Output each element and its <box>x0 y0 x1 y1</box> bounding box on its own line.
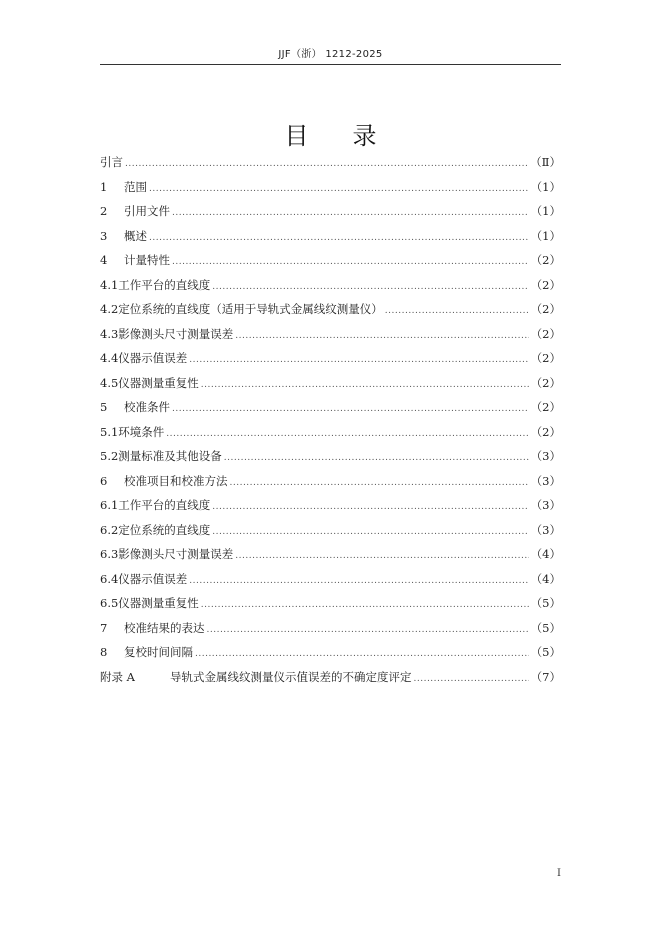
toc-dot-leader <box>201 373 529 398</box>
toc-entry-number: 6.3 <box>100 547 119 561</box>
toc-dot-leader <box>172 397 529 422</box>
toc-dot-leader <box>212 495 528 520</box>
toc-entry-number: 5.1 <box>100 424 119 439</box>
toc-entry-page: （3） <box>530 522 561 537</box>
toc-entry-number: 5 <box>100 400 108 414</box>
toc-entry[interactable] <box>100 665 561 690</box>
toc-entry-title: 仪器测量重复性 <box>118 596 199 610</box>
toc-entry-page: （2） <box>530 277 561 292</box>
toc-entry[interactable] <box>100 273 561 298</box>
toc-entry[interactable] <box>100 616 561 641</box>
toc-dot-leader <box>201 593 529 618</box>
toc-dot-leader <box>230 471 529 496</box>
toc-dot-leader <box>166 422 528 447</box>
toc-entry[interactable] <box>100 518 561 543</box>
toc-entry[interactable] <box>100 444 561 469</box>
toc-entry-number: 1 <box>100 179 108 194</box>
toc-entry[interactable] <box>100 248 561 273</box>
toc-entry[interactable] <box>100 175 561 200</box>
toc-entry-page: （4） <box>530 571 561 586</box>
toc-entry-title: 影像测头尺寸测量误差 <box>118 326 234 341</box>
toc-entry-page: （2） <box>530 326 561 341</box>
toc-entry-title: 仪器测量重复性 <box>118 375 199 390</box>
toc-dot-leader <box>212 520 528 545</box>
toc-entry-title: 计量特性 <box>124 253 170 267</box>
toc-dot-leader <box>414 667 529 692</box>
toc-entry[interactable] <box>100 567 561 592</box>
toc-dot-leader <box>189 348 528 373</box>
toc-entry-page: （2） <box>530 400 561 414</box>
toc-dot-leader <box>195 642 529 667</box>
toc-entry-title: 校准项目和校准方法 <box>124 473 228 488</box>
page-number: I <box>557 868 561 879</box>
toc-entry-number: 3 <box>100 228 108 243</box>
toc-entry-page: （1） <box>530 204 561 218</box>
toc-dot-leader <box>207 618 529 643</box>
toc-entry-title: 工作平台的直线度 <box>118 277 211 292</box>
toc-entry-number: 4.2 <box>100 302 119 316</box>
toc-entry-number: 6.1 <box>100 498 119 512</box>
toc-entry[interactable] <box>100 542 561 567</box>
toc-entry[interactable] <box>100 469 561 494</box>
toc-dot-leader <box>172 201 529 226</box>
toc-entry-title: 复校时间间隔 <box>124 645 193 659</box>
toc-entry[interactable] <box>100 640 561 665</box>
toc-entry-page: （2） <box>530 253 561 267</box>
toc-entry[interactable] <box>100 322 561 347</box>
toc-entry-page: （2） <box>530 302 561 316</box>
toc-entry-page: （2） <box>530 351 561 365</box>
toc-entry-number: 4.5 <box>100 375 119 390</box>
toc-entry-page: （2） <box>530 424 561 439</box>
toc-entry-number: 2 <box>100 204 108 218</box>
toc-entry-page: （3） <box>530 449 561 463</box>
page-title: 目录 <box>284 122 421 150</box>
toc-entry-title: 定位系统的直线度（适用于导轨式金属线纹测量仪） <box>118 302 383 316</box>
toc-entry-title: 导轨式金属线纹测量仪示值误差的不确定度评定 <box>170 669 412 684</box>
toc-entry-number: 5.2 <box>100 449 119 463</box>
toc-entry-title: 校准结果的表达 <box>124 620 205 635</box>
toc-entry-page: （5） <box>530 596 561 610</box>
header-rule <box>100 64 561 65</box>
toc-entry-title: 测量标准及其他设备 <box>118 449 222 463</box>
toc-entry-number: 附录 A <box>100 669 135 684</box>
toc-entry[interactable] <box>100 420 561 445</box>
toc-entry-page: （2） <box>530 375 561 390</box>
toc-entry-title: 仪器示值误差 <box>118 571 188 586</box>
toc-entry-title: 校准条件 <box>124 400 170 414</box>
toc-entry-title: 环境条件 <box>118 424 165 439</box>
toc-dot-leader <box>224 446 529 471</box>
toc-entry[interactable] <box>100 150 561 175</box>
toc-entry[interactable] <box>100 346 561 371</box>
toc-dot-leader <box>125 152 528 177</box>
toc-entry-page: （1） <box>530 228 561 243</box>
toc-dot-leader <box>235 544 528 569</box>
toc-entry-number: 6 <box>100 473 108 488</box>
toc-entry-title: 定位系统的直线度 <box>118 522 211 537</box>
toc-entry-page: （5） <box>530 645 561 659</box>
toc-entry-title: 引言 <box>100 155 123 169</box>
toc-entry-page: （4） <box>530 547 561 561</box>
toc-entry-page: （5） <box>530 620 561 635</box>
toc-entry-title: 引用文件 <box>124 204 170 218</box>
table-of-contents <box>100 150 561 689</box>
toc-entry-page: （7） <box>530 669 561 684</box>
toc-entry-number: 4.4 <box>100 351 119 365</box>
toc-dot-leader <box>149 226 529 251</box>
toc-entry-number: 8 <box>100 645 108 659</box>
toc-entry-number: 7 <box>100 620 108 635</box>
toc-entry[interactable] <box>100 395 561 420</box>
toc-entry[interactable] <box>100 297 561 322</box>
toc-entry-page: （Ⅱ） <box>530 155 561 169</box>
toc-dot-leader <box>172 250 529 275</box>
toc-entry[interactable] <box>100 493 561 518</box>
toc-entry-number: 4 <box>100 253 108 267</box>
toc-entry-title: 影像测头尺寸测量误差 <box>118 547 234 561</box>
toc-entry-number: 6.4 <box>100 571 119 586</box>
toc-entry-number: 6.2 <box>100 522 119 537</box>
toc-entry-page: （1） <box>530 179 561 194</box>
toc-entry[interactable] <box>100 591 561 616</box>
toc-entry-title: 仪器示值误差 <box>118 351 188 365</box>
toc-entry-number: 4.3 <box>100 326 119 341</box>
toc-dot-leader <box>235 324 528 349</box>
toc-dot-leader <box>385 299 529 324</box>
toc-entry-title: 工作平台的直线度 <box>118 498 211 512</box>
toc-entry-number: 4.1 <box>100 277 119 292</box>
toc-dot-leader <box>212 275 528 300</box>
toc-entry[interactable] <box>100 224 561 249</box>
toc-entry-title: 概述 <box>124 228 147 243</box>
toc-entry-page: （3） <box>530 498 561 512</box>
toc-entry-page: （3） <box>530 473 561 488</box>
toc-entry[interactable] <box>100 199 561 224</box>
toc-entry[interactable] <box>100 371 561 396</box>
toc-entry-title: 范围 <box>124 179 147 194</box>
toc-entry-number: 6.5 <box>100 596 119 610</box>
toc-dot-leader <box>189 569 528 594</box>
running-header: JJF（浙） 1212-2025 <box>278 49 383 60</box>
toc-dot-leader <box>149 177 529 202</box>
